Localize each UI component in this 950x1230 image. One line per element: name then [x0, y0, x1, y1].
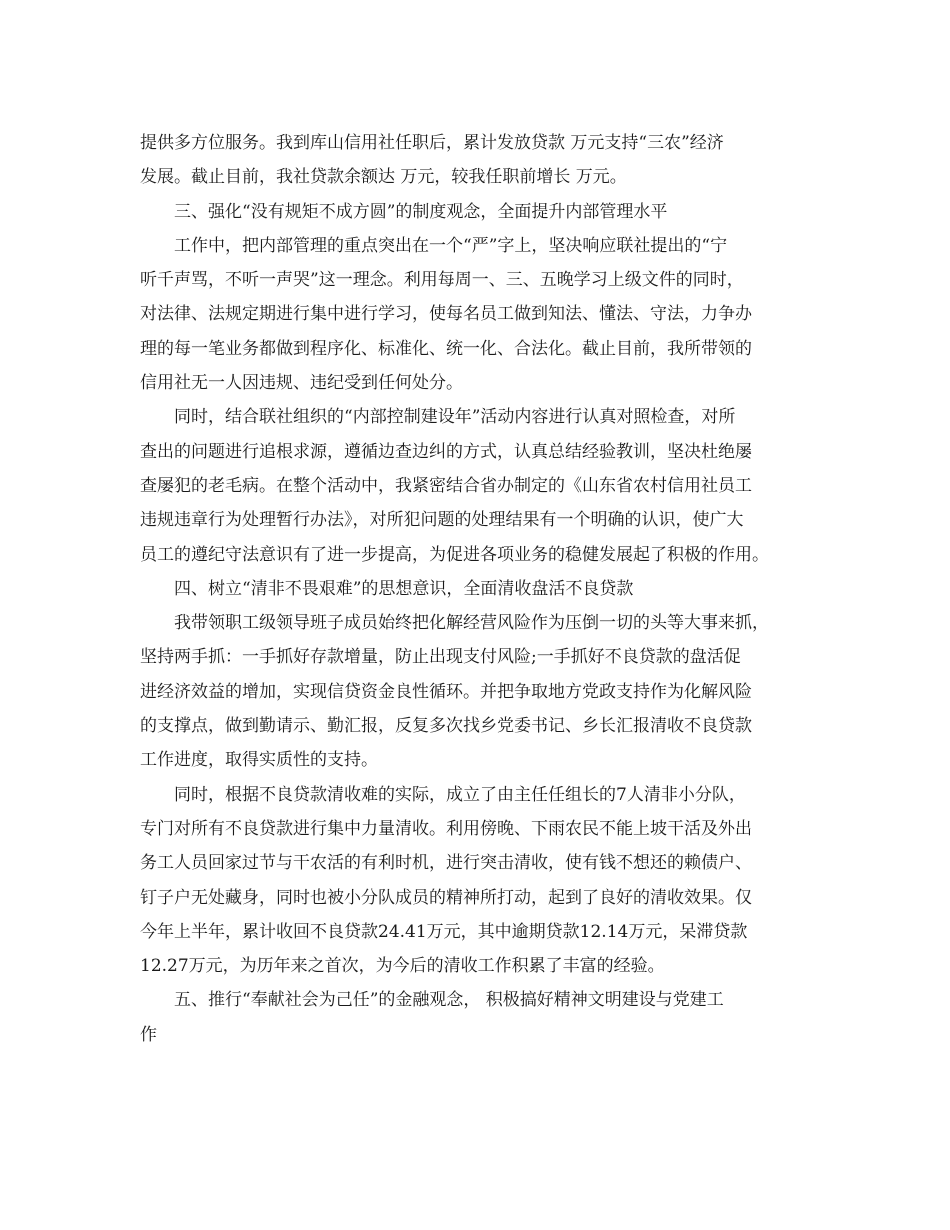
- text-line: 对法律、法规定期进行集中进行学习，使每名员工做到知法、懂法、守法，力争办: [140, 304, 752, 325]
- text-line: 发展。截止目前，我社贷款余额达 万元，较我任职前增长 万元。: [140, 167, 627, 188]
- text-line: 坚持两手抓：一手抓好存款增量，防止出现支付风险;一手抓好不良贷款的盘活促: [140, 647, 741, 668]
- text-line: 同时，结合联社组织的“内部控制建设年”活动内容进行认真对照检查，对所: [174, 407, 736, 428]
- section-heading: 四、树立“清非不畏艰难”的思想意识，全面清收盘活不良贷款: [174, 578, 634, 599]
- document-body: [140, 126, 812, 1052]
- section-heading: 三、强化“没有规矩不成方圆”的制度观念，全面提升内部管理水平: [174, 201, 668, 222]
- text-line: 理的每一笔业务都做到程序化、标准化、统一化、合法化。截止目前，我所带领的: [140, 338, 752, 359]
- text-line: 12.27万元，为历年来之首次，为今后的清收工作积累了丰富的经验。: [140, 956, 665, 977]
- text-line: 查屡犯的老毛病。在整个活动中，我紧密结合省办制定的《山东省农村信用社员工: [140, 475, 752, 496]
- text-line: 作: [140, 1024, 157, 1045]
- text-line: 务工人员回家过节与干农活的有利时机，进行突击清收，使有钱不想还的赖债户、: [140, 853, 752, 874]
- text-line: 钉子户无处藏身，同时也被小分队成员的精神所打动，起到了良好的清收效果。仅: [140, 887, 752, 908]
- text-line: 查出的问题进行追根求源，遵循边查边纠的方式，认真总结经验教训，坚决杜绝屡: [140, 441, 752, 462]
- text-line: 提供多方位服务。我到库山信用社任职后，累计发放贷款 万元支持“三农”经济: [140, 133, 724, 153]
- text-line: 听千声骂，不听一声哭”这一理念。利用每周一、三、五晚学习上级文件的同时，: [140, 270, 744, 291]
- text-line: 工作中，把内部管理的重点突出在一个“严”字上，坚决响应联社提出的“宁: [174, 235, 728, 256]
- text-line: 我带领职工级领导班子成员始终把化解经营风险作为压倒一切的头等大事来抓，: [174, 613, 769, 634]
- text-line: 进经济效益的增加，实现信贷资金良性循环。并把争取地方党政支持作为化解风险: [140, 681, 752, 702]
- text-line: 工作进度，取得实质性的支持。: [140, 750, 378, 771]
- section-heading: 五、推行“奉献社会为己任”的金融观念， 积极搞好精神文明建设与党建工: [174, 990, 724, 1011]
- text-line: 违规违章行为处理暂行办法》，对所犯问题的处理结果有一个明确的认识，使广大: [140, 510, 744, 531]
- text-line: 今年上半年，累计收回不良贷款24.41万元，其中逾期贷款12.14万元，呆滞贷款: [140, 921, 748, 942]
- text-line: 员工的遵纪守法意识有了进一步提高，为促进各项业务的稳健发展起了积极的作用。: [140, 544, 769, 565]
- text-line: 专门对所有不良贷款进行集中力量清收。利用傍晚、下雨农民不能上坡干活及外出: [140, 818, 752, 839]
- text-line: 的支撑点，做到勤请示、勤汇报，反复多次找乡党委书记、乡长汇报清收不良贷款: [140, 716, 752, 737]
- text-line: 信用社无一人因违规、违纪受到任何处分。: [140, 373, 463, 394]
- text-line: 同时，根据不良贷款清收难的实际，成立了由主任任组长的7人清非小分队，: [174, 784, 746, 805]
